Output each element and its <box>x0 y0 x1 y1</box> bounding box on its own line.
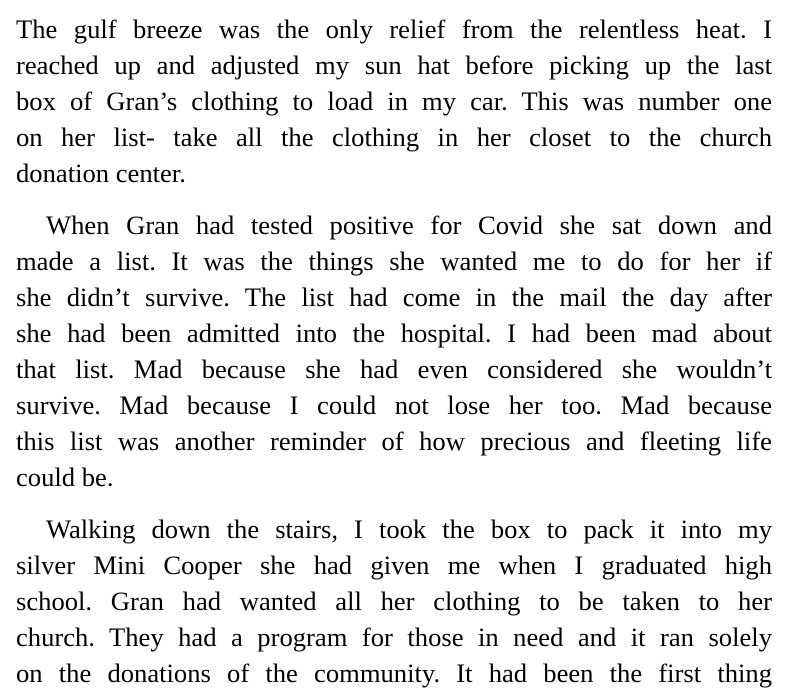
text-line: made a list. It was the things she wanted me to do for her if <box>16 246 772 276</box>
text-line: she had been admitted into the hospital. I had been mad about <box>16 318 772 348</box>
text-line: donation center. <box>16 158 186 188</box>
text-line: When Gran had tested positive for Covid she sat down and <box>46 210 772 240</box>
paragraph-2 <box>16 207 772 495</box>
text-line: on her list- take all the clothing in her closet to the church <box>16 122 772 152</box>
text-line: school. Gran had wanted all her clothing to be taken to her <box>16 586 772 616</box>
text-line: church. They had a program for those in need and it ran solely <box>16 622 772 652</box>
text-line: survive. Mad because I could not lose her too. Mad because <box>16 390 772 420</box>
text-line: could be. <box>16 462 114 492</box>
text-line: Walking down the stairs, I took the box to pack it into my <box>46 514 772 544</box>
text-line: silver Mini Cooper she had given me when I graduated high <box>16 550 772 580</box>
text-line: that list. Mad because she had even considered she wouldn’t <box>16 354 772 384</box>
paragraph-3 <box>16 511 772 691</box>
text-line: reached up and adjusted my sun hat before picking up the last <box>16 50 772 80</box>
text-line: box of Gran’s clothing to load in my car. This was number one <box>16 86 772 116</box>
paragraph-1 <box>16 0 772 191</box>
text-line: The gulf breeze was the only relief from the relentless heat. I <box>16 14 772 44</box>
text-line: this list was another reminder of how precious and fleeting life <box>16 426 772 456</box>
text-line: she didn’t survive. The list had come in the mail the day after <box>16 282 772 312</box>
document-page <box>16 0 772 691</box>
text-line: on the donations of the community. It had been the first thing <box>16 658 772 688</box>
